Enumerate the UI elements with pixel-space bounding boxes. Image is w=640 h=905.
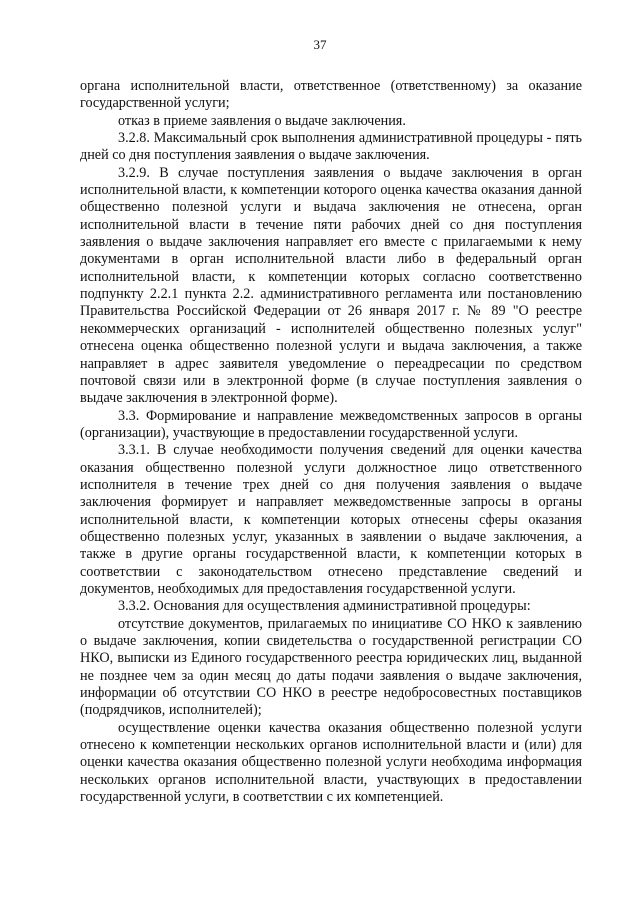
paragraph: 3.3.2. Основания для осуществления административной процедуры: — [118, 598, 531, 615]
document-body — [80, 78, 582, 806]
page-number: 37 — [313, 37, 327, 52]
paragraph: отсутствие документов, прилагаемых по инициативе СО НКО к заявлению о выдаче заключения, копии свидетельства о государственной регистрации СО НКО, выписки из Единого государственного реестра юридических лиц, выданной не позднее чем за один месяц до даты подачи заявления о выдаче заключения, информации об отсутствии СО НКО в реестре недобросовестных поставщиков (подрядчиков, исполнителей); — [80, 615, 582, 719]
paragraph: органа исполнительной власти, ответственное (ответственному) за оказание государственной услуги; — [80, 78, 582, 112]
paragraph: 3.2.9. В случае поступления заявления о выдаче заключения в орган исполнительной власти, к компетенции которого оценка качества оказания данной общественно полезной услуги и выдача заключения не отнесена, орган исполнительной власти в течение пяти рабочих дней со дня поступления заявления о выдаче заключения направляет его вместе с прилагаемыми к нему документами в орган исполнительной власти либо в федеральный орган исполнительной власти, к компетенции которых согласно соответственно подпункту 2.2.1 пункта 2.2. административного регламента или постановлению Правительства Российской Федерации от 26 января 2017 г. № 89 "О реестре некоммерческих организаций - исполнителей общественно полезных услуг" отнесена оценка общественно полезной услуги и выдача заключения, а также направляет в адрес заявителя уведомление о переадресации по средством почтовой связи или в электронной форме (в случае поступления заявления о выдаче заключения в электронной форме). — [80, 164, 582, 407]
paragraph: 3.2.8. Максимальный срок выполнения административной процедуры - пять дней со дня поступления заявления о выдаче заключения. — [80, 130, 582, 164]
paragraph: 3.3. Формирование и направление межведомственных запросов в органы (организации), участвующие в предоставлении государственной услуги. — [80, 407, 582, 441]
paragraph: осуществление оценки качества оказания общественно полезной услуги отнесено к компетенции нескольких органов исполнительной власти и (или) для оценки качества оказания общественно полезной услуги необходима информация нескольких органов исполнительной власти, участвующих в предоставлении государственной услуги, в соответствии с их компетенцией. — [80, 719, 582, 806]
paragraph: отказ в приеме заявления о выдаче заключения. — [118, 112, 406, 129]
paragraph: 3.3.1. В случае необходимости получения сведений для оценки качества оказания общественно полезной услуги должностное лицо ответственного исполнителя в течение трех дней со дня получения заявления о выдаче заключения формирует и направляет межведомственные запросы в органы исполнительной власти, к компетенции которых отнесены сферы оказания общественно полезных услуг, указанных в заявлении о выдаче заключения, а также в другие органы государственной власти, к компетенции которых в соответствии с законодательством отнесено представление сведений и документов, необходимых для предоставления государственной услуги. — [80, 442, 582, 597]
